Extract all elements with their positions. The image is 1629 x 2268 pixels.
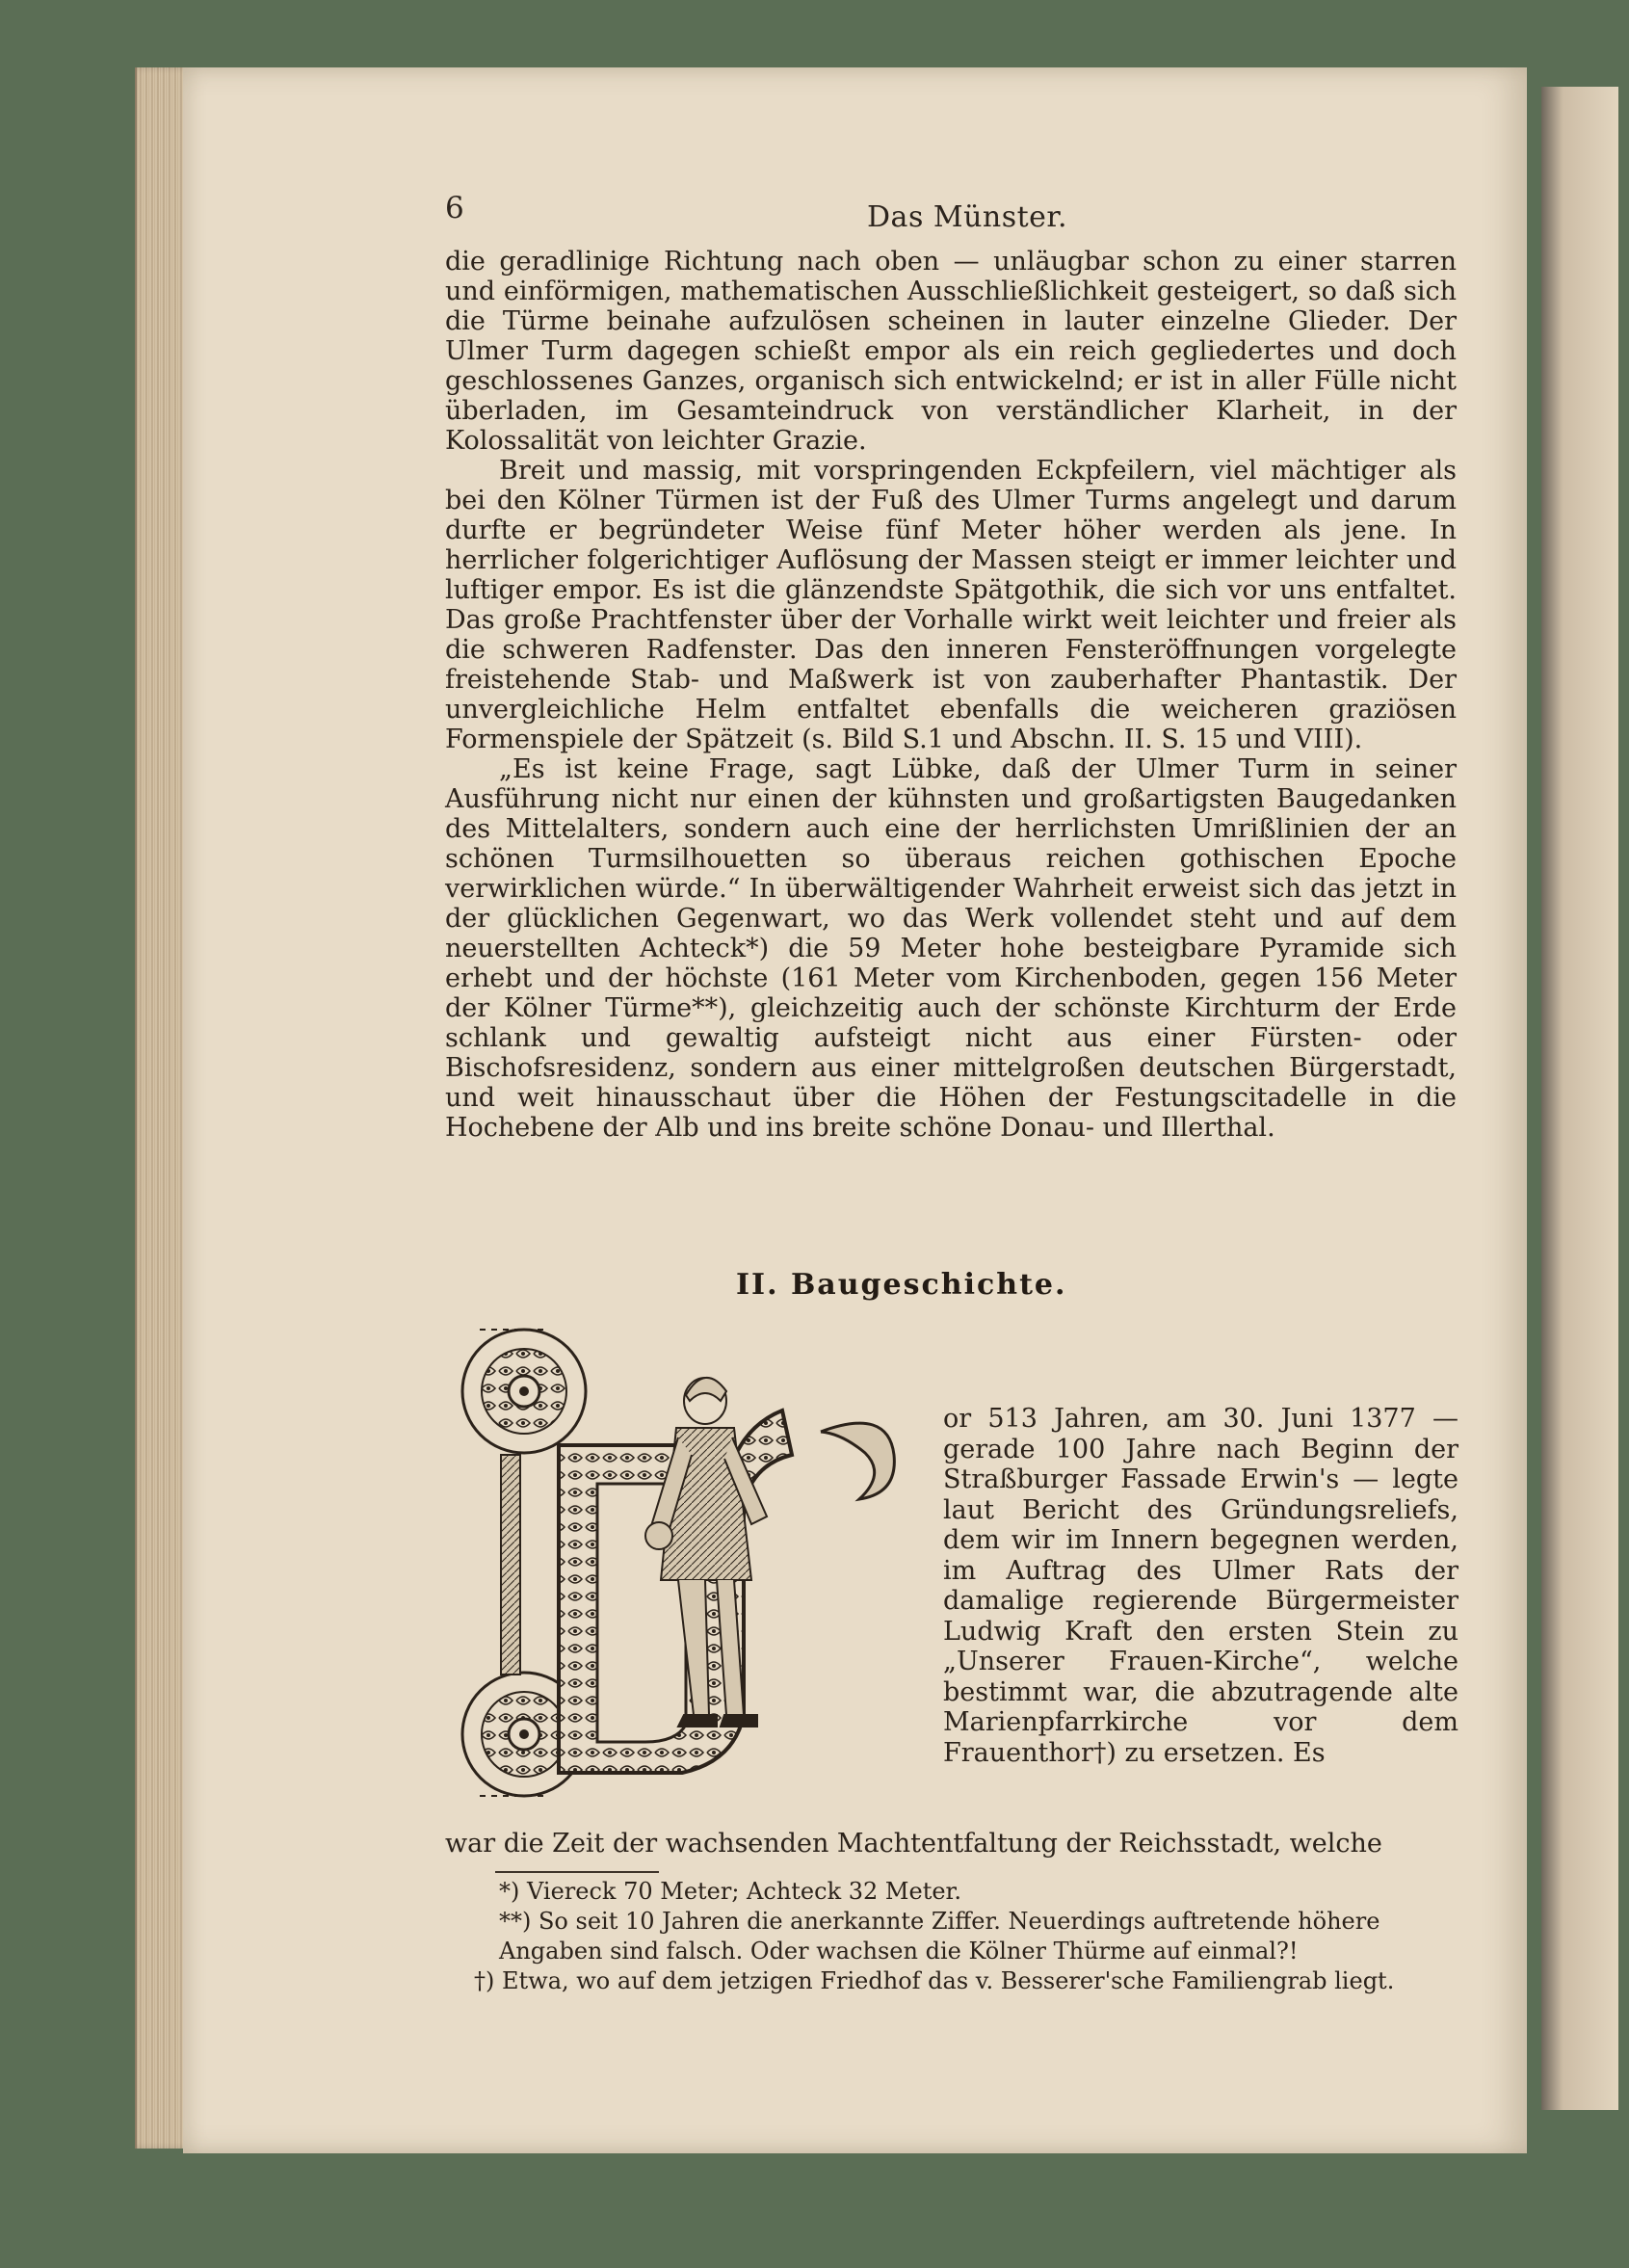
footnote-3: †) Etwa, wo auf dem jetzigen Friedhof das v. Besserer'sche Familiengrab liegt.	[474, 1967, 1395, 1994]
paragraph-2: Breit und massig, mit vorspringenden Eckpfeilern, viel mächtiger als bei den Kölner Türmen ist der Fuß des Ulmer Turms angelegt und darum durfte er begründeter Weise fünf Meter höher werden als jene. In herrlicher folgerichtiger Auflösung der Massen steigt er immer leichter und luftiger empor. Es ist die glänzendste Spätgothik, die sich vor uns entfaltet. Das große Prachtfenster über der Vorhalle wirkt weit leichter und freier als die schweren Radfenster. Das den inneren Fensteröffnungen vorgelegte freistehende Stab- und Maßwerk ist von zauberhafter Phantastik. Der unvergleichliche Helm entfaltet ebenfalls die weicheren graziösen Formenspiele der Spätzeit (s. Bild S.1 und Abschn. II. S. 15 und VIII).	[445, 456, 1457, 754]
footnotes	[445, 1877, 1457, 1996]
book-gutter	[1541, 87, 1618, 2110]
illuminated-initial-v-with-figure-icon	[445, 1310, 933, 1811]
continuation-line: war die Zeit der wachsenden Machtentfaltung der Reichsstadt, welche	[445, 1829, 1382, 1859]
footnote-rule	[495, 1871, 659, 1873]
footnote-1: *) Viereck 70 Meter; Achteck 32 Meter.	[499, 1878, 961, 1905]
illuminated-initial	[445, 1310, 933, 1811]
section-title: II. Baugeschichte.	[736, 1268, 1067, 1302]
paragraph-3: „Es ist keine Frage, sagt Lübke, daß der Ulmer Turm in seiner Ausführung nicht nur einen der kühnsten und großartigsten Baugedanken des Mittelalters, sondern auch eine der herrlichsten Umrißlinien der an schönen Turmsilhouetten so überaus reichen gothischen Epoche verwirklichen würde.“ In überwältigender Wahrheit erweist sich das jetzt in der glücklichen Gegenwart, wo das Werk vollendet steht und auf dem neuerstellten Achteck*) die 59 Meter hohe besteigbare Pyramide sich erhebt und der höchste (161 Meter vom Kirchenboden, gegen 156 Meter der Kölner Türme**), gleichzeitig auch der schönste Kirchturm der Erde schlank und gewaltig aufsteigt nicht aus einer Fürsten- oder Bischofsresidenz, sondern aus einer mittelgroßen deutschen Bürgerstadt, und weit hinausschaut über die Höhen der Festungscitadelle in die Hochebene der Alb und ins breite schöne Donau- und Illerthal.	[445, 754, 1457, 1143]
main-text-block	[445, 247, 1457, 1143]
page-number: 6	[445, 191, 464, 225]
footnote-2: **) So seit 10 Jahren die anerkannte Ziffer. Neuerdings auftretende höhere Angaben sind falsch. Oder wachsen die Kölner Thürme auf einmal?!	[499, 1908, 1380, 1965]
paragraph-1: die geradlinige Richtung nach oben — unläugbar schon zu einer starren und einförmigen, mathematischen Ausschließlichkeit gesteigert, so daß sich die Türme beinahe aufzulösen scheinen in lauter einzelne Glieder. Der Ulmer Turm dagegen schießt empor als ein reich gegliedertes und doch geschlossenes Ganzes, organisch sich entwickelnd; er ist in aller Fülle nicht überladen, im Gesamteindruck von verständlicher Klarheit, in der Kolossalität von leichter Grazie.	[445, 247, 1457, 456]
text-beside-initial: or 513 Jahren, am 30. Juni 1377 — gerade 100 Jahre nach Beginn der Straßburger Fassade Erwin's — legte laut Bericht des Gründungsreliefs, dem wir im Innern begegnen werden, im Auftrag des Ulmer Rats der damalige regierende Bürgermeister Ludwig Kraft den ersten Stein zu „Unserer Frauen-Kirche“, welche bestimmt war, die abzutragende alte Marienpfarrkirche vor dem Frauenthor†) zu ersetzen. Es	[943, 1404, 1458, 1768]
running-head: Das Münster.	[867, 200, 1068, 234]
